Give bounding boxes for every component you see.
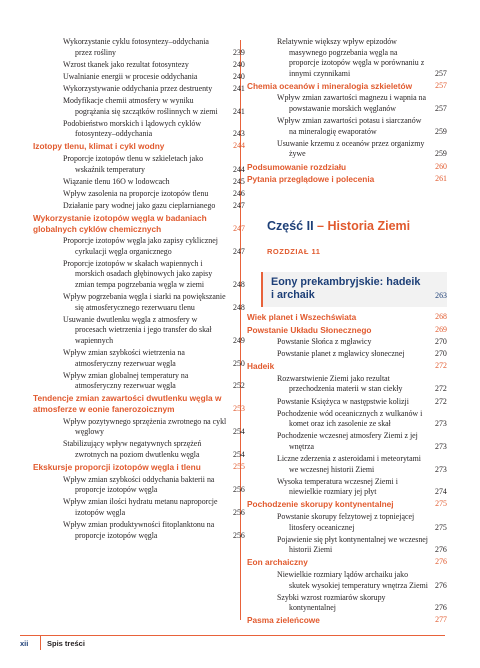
toc-entry[interactable]: Proporcje izotopów węgla jako zapisy cyklicznej cyrkulacji węgla organicznego 247 xyxy=(63,236,245,256)
toc-entry-title: Stabilizujący wpływ negatywnych sprzężeń zwrotnych na poziom dwutlenku węgla xyxy=(63,439,202,459)
toc-entry-title: Wykorzystywanie oddychania przez destruenty xyxy=(63,83,213,93)
toc-section-title: Pochodzenie skorupy kontynentalnej xyxy=(247,499,394,510)
toc-entry-title: Podobieństwo morskich i lądowych cyklów fotosyntezy–oddychania xyxy=(63,118,202,139)
footer-divider-tick xyxy=(40,636,41,650)
toc-entry-title: Wpływ zmian zawartości magnezu i wapnia na powstawanie morskich węglanów xyxy=(277,93,426,114)
toc-section-heading[interactable] xyxy=(247,325,447,336)
toc-entry-title: Powstanie Księżyca w następstwie kolizji xyxy=(277,396,409,406)
chapter-title-line2: i archaik xyxy=(271,288,315,301)
chapter-title-line1: Eony prekambryjskie: hadeik xyxy=(271,275,421,288)
toc-page-number: 268 xyxy=(435,311,447,321)
toc-entry[interactable]: Liczne zderzenia z asteroidami i meteorytami we wczesnej historii Ziemi 273 xyxy=(277,454,447,474)
toc-section-title: Powstanie Układu Słonecznego xyxy=(247,324,372,335)
toc-entry-title: Wysoka temperatura wczesnej Ziemi i niewielkie rozmiary jej płyt xyxy=(277,476,398,497)
toc-entry[interactable]: Wykorzystanie cyklu fotosyntezy–oddychania przez rośliny 239 xyxy=(63,37,245,57)
toc-section-heading[interactable] xyxy=(247,81,447,92)
toc-section-title: Izotopy tlenu, klimat i cykl wodny xyxy=(33,141,165,152)
toc-page-number: 257 xyxy=(435,80,447,90)
toc-page-number: 275 xyxy=(435,499,447,509)
toc-entry[interactable]: Szybki wzrost rozmiarów skorupy kontynentalnej 276 xyxy=(277,592,447,613)
toc-entry-title: Wpływ zmian szybkości wietrzenia na atmosferyczny rezerwuar węgla xyxy=(63,348,185,368)
toc-section-heading[interactable] xyxy=(247,312,447,323)
toc-entry-title: Niewielkie rozmiary lądów archaiku jako skutek wysokiej temperatury wnętrza Ziemi xyxy=(277,569,428,590)
toc-section-heading[interactable] xyxy=(247,499,447,510)
toc-entry-title: Wzrost tkanek jako rezultat fotosyntezy xyxy=(63,59,189,69)
toc-entry[interactable]: Proporcje izotopów w skałach wapiennych i morskich osadach głębinowych jako zapisy zmian tempa pogrzebania węgla w ziemi 248 xyxy=(63,258,245,289)
toc-entry-title: Powstanie Słońca z mgławicy xyxy=(277,337,372,347)
toc-page-number: 269 xyxy=(435,324,447,334)
footer-rule xyxy=(20,635,445,636)
toc-page-number: 272 xyxy=(435,361,447,371)
toc-page-number: 253 xyxy=(233,404,245,413)
toc-entry[interactable]: Wiązanie tlenu 16O w lodowcach 245 xyxy=(63,176,245,186)
toc-entry[interactable]: Wpływ zmian produktywności fitoplanktonu na proporcje izotopów węgla 256 xyxy=(63,519,245,540)
toc-entry-title: Wiązanie tlenu 16O w lodowcach xyxy=(63,176,170,186)
toc-section-title: Hadeik xyxy=(247,361,275,372)
toc-entry[interactable]: Wpływ zmian globalnej temperatury na atmosferyczny rezerwuar węgla 252 xyxy=(63,370,245,391)
toc-entry-title: Usuwanie krzemu z oceanów przez organizmy żywe xyxy=(277,138,425,159)
toc-entry-title: Wpływ zmian globalnej temperatury na atmosferyczny rezerwuar węgla xyxy=(63,370,189,391)
toc-entry[interactable]: Wpływ pozytywnego sprzężenia zwrotnego na cykl węglowy 254 xyxy=(63,416,245,437)
toc-entry[interactable]: Wpływ zmian zawartości potasu i siarczanów na mineralogię ewaporatów 259 xyxy=(277,116,447,136)
toc-entry-title: Proporcje izotopów w skałach wapiennych i morskich osadach głębinowych jako zapisy zmian tempa pogrzebania węgla w ziemi xyxy=(63,258,213,289)
toc-section-title: Wykorzystanie izotopów węgla w badaniach globalnych cyklów chemicznych xyxy=(33,212,207,234)
toc-section-title: Wiek planet i Wszechświata xyxy=(247,311,357,322)
toc-entry-title: Proporcje izotopów tlenu w szkieletach jako wskaźnik temperatury xyxy=(63,153,204,174)
chapter-label: ROZDZIAŁ 11 xyxy=(267,247,321,257)
toc-section-heading[interactable] xyxy=(247,174,447,185)
toc-entry-title: Proporcje izotopów węgla jako zapisy cyklicznej cyrkulacji węgla organicznego xyxy=(63,236,218,256)
toc-entry-title: Wpływ zmian produktywności fitoplanktonu na proporcje izotopów węgla xyxy=(63,519,215,540)
toc-section-title: Chemia oceanów i mineralogia szkieletów xyxy=(247,80,413,91)
toc-entry-title: Usuwanie dwutlenku węgla z atmosfery w procesach wietrzenia i jego transfer do skał wapiennych xyxy=(63,314,212,345)
toc-entry-title: Szybki wzrost rozmiarów skorupy kontynentalnej xyxy=(277,592,386,613)
toc-left-column xyxy=(33,37,245,543)
footer-section-label: Spis treści xyxy=(47,639,85,648)
part-dash: – xyxy=(313,218,328,233)
toc-entry[interactable]: Działanie pary wodnej jako gazu cieplarnianego 247 xyxy=(63,200,245,210)
part-number: Część II xyxy=(267,218,314,233)
toc-entry-title: Wpływ zasolenia na proporcje izotopów tlenu xyxy=(63,188,209,198)
toc-entry[interactable]: Stabilizujący wpływ negatywnych sprzężeń zwrotnych na poziom dwutlenku węgla 254 xyxy=(63,439,245,459)
toc-entry[interactable]: Pochodzenie wczesnej atmosfery Ziemi z jej wnętrza 273 xyxy=(277,431,447,451)
toc-entry-title: Liczne zderzenia z asteroidami i meteorytami we wczesnej historii Ziemi xyxy=(277,454,421,474)
toc-entry[interactable]: Relatywnie większy wpływ epizodów masywnego pogrzebania węgla na proporcje izotopów węgla w porównaniu z innymi czynnikami 257 xyxy=(277,37,447,78)
chapter-title-box[interactable] xyxy=(261,272,447,307)
part-title: Historia Ziemi xyxy=(327,218,411,233)
toc-entry[interactable]: Pojawienie się płyt kontynentalnej we wczesnej historii Ziemi 276 xyxy=(277,534,447,555)
toc-right-column xyxy=(247,37,447,628)
toc-entry[interactable]: Modyfikacje chemii atmosfery w wyniku pogrążania się szczątków roślinnych w ziemi 241 xyxy=(63,95,245,116)
toc-entry[interactable]: Wpływ zmian szybkości oddychania bakterii na proporcje izotopów węgla 256 xyxy=(63,474,245,495)
toc-entry[interactable]: Podobieństwo morskich i lądowych cyklów fotosyntezy–oddychania 243 xyxy=(63,118,245,139)
toc-entry[interactable]: Wzrost tkanek jako rezultat fotosyntezy 240 xyxy=(63,59,245,69)
toc-entry-title: Rozwarstwienie Ziemi jako rezultat przechodzenia materii w stan ciekły xyxy=(277,373,403,394)
toc-entry[interactable]: Wpływ zmian ilości hydratu metanu naproporcje izotopów węgla 256 xyxy=(63,497,245,517)
toc-right-bottom-entries xyxy=(247,312,447,626)
toc-entry[interactable]: Wpływ zmian zawartości magnezu i wapnia na powstawanie morskich węglanów 257 xyxy=(277,93,447,114)
toc-entry-title: Wpływ zmian ilości hydratu metanu naproporcje izotopów węgla xyxy=(63,497,218,517)
toc-entry-title: Działanie pary wodnej jako gazu cieplarnianego xyxy=(63,200,216,210)
toc-entry[interactable]: Usuwanie dwutlenku węgla z atmosfery w procesach wietrzenia i jego transfer do skał wapiennych 249 xyxy=(63,314,245,345)
toc-entry-title: Wpływ pozytywnego sprzężenia zwrotnego na cykl węglowy xyxy=(63,416,227,437)
toc-section-heading[interactable] xyxy=(247,615,447,626)
toc-entry[interactable]: Powstanie planet z mgławicy słonecznej 270 xyxy=(277,349,447,359)
toc-entry[interactable]: Rozwarstwienie Ziemi jako rezultat przechodzenia materii w stan ciekły 272 xyxy=(277,373,447,394)
toc-entry-title: Relatywnie większy wpływ epizodów masywnego pogrzebania węgla na proporcje izotopów węgla w porównaniu z innymi czynnikami xyxy=(277,37,425,78)
toc-section-heading[interactable] xyxy=(247,361,447,372)
toc-entry-title: Uwalnianie energii w procesie oddychania xyxy=(63,71,198,81)
toc-entry[interactable]: Uwalnianie energii w procesie oddychania 240 xyxy=(63,71,245,81)
toc-entry[interactable]: Pochodzenie wód oceanicznych z wulkanów i komet oraz ich zasolenie ze skał 273 xyxy=(277,408,447,429)
toc-entry[interactable]: Wpływ pogrzebania węgla i siarki na powiększanie się atmosferycznego rezerwuaru tlenu 248 xyxy=(63,292,245,312)
toc-page-number: 260 xyxy=(435,161,447,171)
toc-page-number: 276 xyxy=(435,557,447,567)
chapter-page-number: 263 xyxy=(435,290,447,300)
toc-section-heading[interactable] xyxy=(33,141,245,152)
toc-page-number: 261 xyxy=(435,174,447,184)
toc-entry-title: Pochodzenie wczesnej atmosfery Ziemi z jej wnętrza xyxy=(277,431,418,451)
toc-entry[interactable]: Wysoka temperatura wczesnej Ziemi i niewielkie rozmiary jej płyt 274 xyxy=(277,476,447,497)
toc-section-heading[interactable] xyxy=(33,462,245,473)
toc-section-heading[interactable] xyxy=(33,393,245,414)
toc-section-title: Podsumowanie rozdziału xyxy=(247,161,347,172)
toc-entry[interactable]: Powstanie Słońca z mgławicy 270 xyxy=(277,337,447,347)
toc-entry[interactable]: Usuwanie krzemu z oceanów przez organizmy żywe 259 xyxy=(277,138,447,159)
toc-section-title: Ekskursje proporcji izotopów węgla i tlenu xyxy=(33,461,201,472)
toc-page-number: 244 xyxy=(233,141,245,151)
toc-entry-title: Powstanie planet z mgławicy słonecznej xyxy=(277,349,405,359)
footer-page-number: xii xyxy=(20,639,29,648)
toc-entry-title: Wpływ zmian szybkości oddychania bakterii na proporcje izotopów węgla xyxy=(63,474,215,495)
toc-entry[interactable]: Powstanie skorupy felzytowej z topniejącej litosfery oceanicznej 275 xyxy=(277,512,447,532)
toc-entry[interactable]: Wpływ zasolenia na proporcje izotopów tlenu 246 xyxy=(63,188,245,198)
toc-section-title: Eon archaiczny xyxy=(247,557,308,568)
toc-entry-title: Wykorzystanie cyklu fotosyntezy–oddychania przez rośliny xyxy=(63,37,209,57)
toc-section-title: Tendencje zmian zawartości dwutlenku węgla w atmosferze w eonie fanerozoicznym xyxy=(33,393,222,414)
toc-entry[interactable]: Proporcje izotopów tlenu w szkieletach jako wskaźnik temperatury 244 xyxy=(63,153,245,174)
toc-section-heading[interactable] xyxy=(247,162,447,173)
toc-entry-title: Wpływ pogrzebania węgla i siarki na powiększanie się atmosferycznego rezerwuaru tlenu xyxy=(63,292,226,312)
toc-entry-title: Pojawienie się płyt kontynentalnej we wczesnej historii Ziemi xyxy=(277,534,428,555)
toc-section-heading[interactable] xyxy=(33,213,245,234)
toc-entry[interactable]: Niewielkie rozmiary lądów archaiku jako skutek wysokiej temperatury wnętrza Ziemi 276 xyxy=(277,569,447,590)
toc-entry[interactable]: Wykorzystywanie oddychania przez destruenty 241 xyxy=(63,83,245,93)
toc-entry[interactable]: Wpływ zmian szybkości wietrzenia na atmosferyczny rezerwuar węgla 250 xyxy=(63,348,245,368)
toc-page-number: 255 xyxy=(233,461,245,471)
toc-entry-title: Powstanie skorupy felzytowej z topniejącej litosfery oceanicznej xyxy=(277,512,415,532)
toc-section-heading[interactable] xyxy=(247,557,447,568)
toc-entry-title: Pochodzenie wód oceanicznych z wulkanów i komet oraz ich zasolenie ze skał xyxy=(277,408,423,429)
toc-entry[interactable]: Powstanie Księżyca w następstwie kolizji 272 xyxy=(277,396,447,406)
toc-section-title: Pytania przeglądowe i polecenia xyxy=(247,174,375,185)
toc-page-number: 277 xyxy=(435,615,447,625)
toc-page-number: 247 xyxy=(233,223,245,233)
toc-entry-title: Modyfikacje chemii atmosfery w wyniku pogrążania się szczątków roślinnych w ziemi xyxy=(63,95,218,116)
toc-right-top-entries xyxy=(247,37,447,185)
page-footer xyxy=(0,635,480,651)
part-heading xyxy=(267,218,447,233)
toc-section-title: Pasma zieleńcowe xyxy=(247,615,320,626)
toc-entry-title: Wpływ zmian zawartości potasu i siarczanów na mineralogię ewaporatów xyxy=(277,116,422,136)
